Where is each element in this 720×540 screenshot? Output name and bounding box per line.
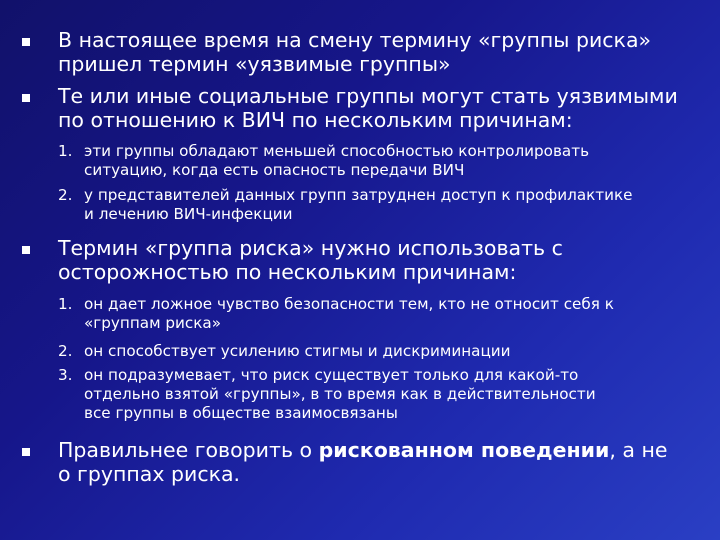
subitem-line-1: у представителей данных групп затруднен доступ к профилактике — [84, 186, 633, 204]
subitem-number: 1. — [58, 295, 73, 313]
subitem-line-1: эти группы обладают меньшей способностью контролировать — [84, 142, 590, 160]
subitem-line-2: «группам риска» — [84, 314, 221, 332]
bullet-4-pre: Правильнее говорить о — [58, 438, 319, 462]
subitem-line-2: ситуацию, когда есть опасность передачи ВИЧ — [84, 161, 465, 179]
bullet-3-text — [58, 236, 710, 284]
subitem-number: 1. — [58, 142, 73, 160]
bullet-3-line-1: Термин «группа риска» нужно использовать с — [58, 236, 563, 260]
subitem-line-1: он подразумевает, что риск существует только для какой-то — [84, 366, 579, 384]
bullet-4-post: , а не — [609, 438, 668, 462]
bullet-2-text — [58, 84, 710, 132]
subitem-line-1: он дает ложное чувство безопасности тем, кто не относит себя к — [84, 295, 614, 313]
bullet-marker — [22, 246, 30, 254]
bullet-1-line-1: В настоящее время на смену термину «группы риска» — [58, 28, 652, 52]
bullet-marker — [22, 448, 30, 456]
bullet-2-line-1: Те или иные социальные группы могут стать уязвимыми — [58, 84, 678, 108]
bullet-4-text — [58, 438, 710, 486]
bullet-1-line-2: пришел термин «уязвимые группы» — [58, 52, 451, 76]
bullet-3-subitem-2 — [58, 342, 710, 361]
subitem-number: 2. — [58, 186, 73, 204]
bullet-2-line-2: по отношению к ВИЧ по нескольким причинам: — [58, 108, 573, 132]
bullet-2-subitem-1 — [58, 142, 710, 180]
subitem-line-2: и лечению ВИЧ-инфекции — [84, 205, 293, 223]
subitem-line-1: он способствует усилению стигмы и дискриминации — [84, 342, 511, 360]
bullet-3-subitem-1 — [58, 295, 710, 333]
bullet-4-bold-phrase: рискованном поведении — [318, 438, 610, 462]
bullet-4-line-2: о группах риска. — [58, 462, 241, 486]
bullet-marker — [22, 94, 30, 102]
bullet-3-subitem-3 — [58, 366, 710, 423]
bullet-2-subitem-2 — [58, 186, 710, 224]
subitem-number: 2. — [58, 342, 73, 360]
bullet-3-line-2: осторожностью по нескольким причинам: — [58, 260, 517, 284]
subitem-number: 3. — [58, 366, 73, 384]
subitem-line-2: отдельно взятой «группы», в то время как в действительности — [84, 385, 596, 403]
subitem-line-3: все группы в обществе взаимосвязаны — [84, 404, 398, 422]
bullet-1-text — [58, 28, 710, 76]
bullet-marker — [22, 38, 30, 46]
